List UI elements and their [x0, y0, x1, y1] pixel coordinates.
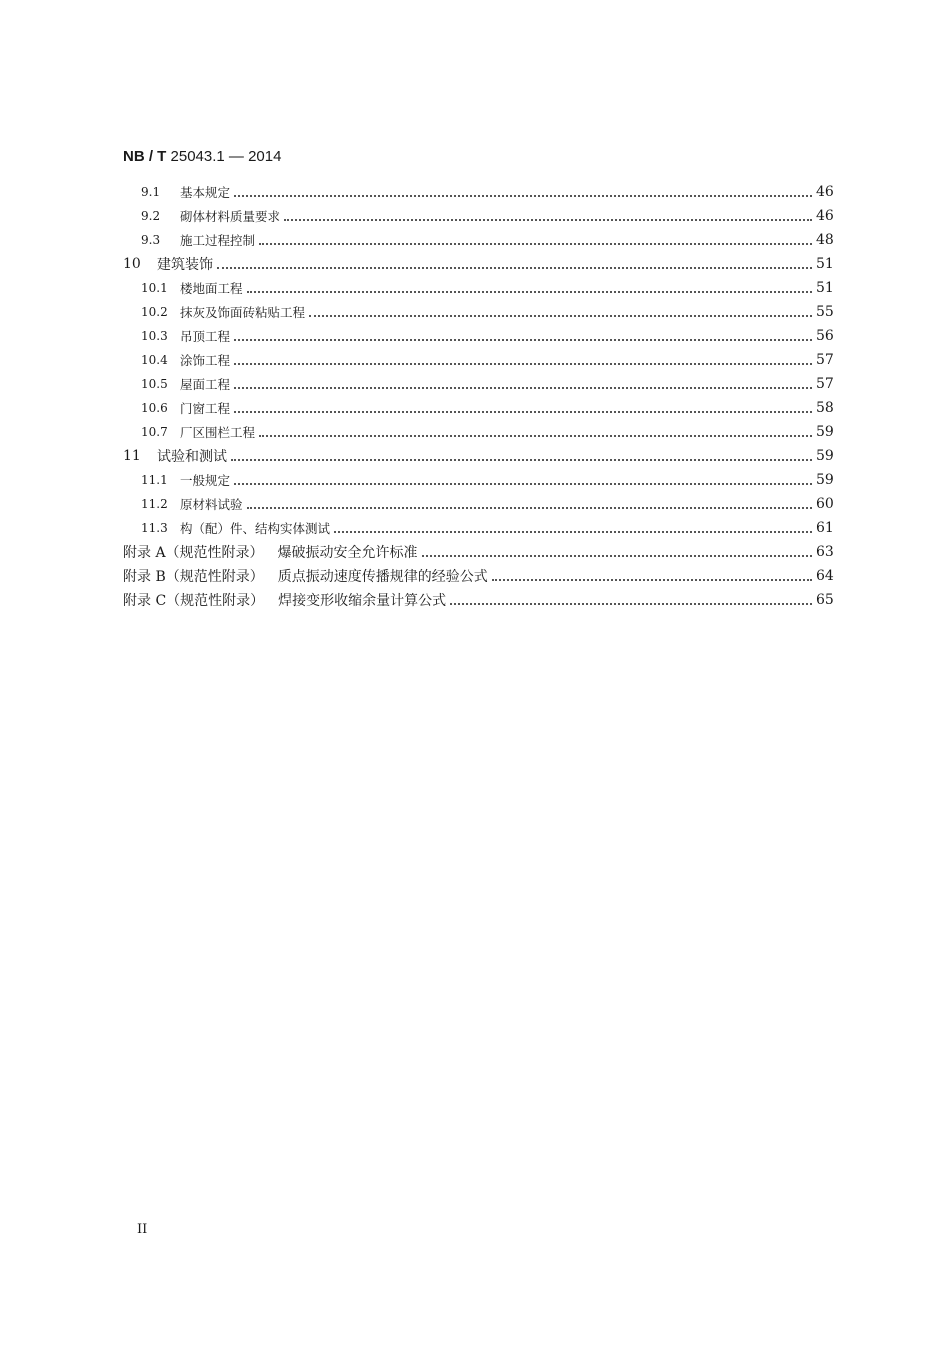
toc-chapter-page: 51	[816, 256, 834, 272]
toc-appendix[interactable]	[0, 564, 950, 588]
toc-entry-page: 46	[816, 184, 834, 200]
toc-entry-title: 抹灰及饰面砖粘贴工程	[180, 305, 306, 320]
toc-entry-number: 10.6	[141, 401, 168, 415]
appendix-title: 焊接变形收缩余量计算公式	[278, 593, 447, 609]
toc-entry[interactable]	[0, 516, 950, 540]
appendix-page: 64	[816, 568, 834, 584]
toc-entry-page: 61	[816, 520, 834, 536]
toc-appendix[interactable]	[0, 588, 950, 612]
appendix-label: 附录 C（规范性附录）	[123, 593, 265, 609]
toc-entry-number: 10.2	[141, 305, 168, 319]
page-number: II	[137, 1222, 148, 1237]
dot-leader	[259, 421, 812, 437]
toc-entry-title: 构（配）件、结构实体测试	[180, 521, 331, 536]
toc-entry-page: 55	[816, 304, 834, 320]
toc-chapter[interactable]	[0, 444, 950, 468]
toc-entry-title: 吊顶工程	[180, 329, 231, 344]
toc-entry-number: 9.2	[141, 209, 161, 223]
toc-entry[interactable]	[0, 492, 950, 516]
toc-entry[interactable]	[0, 300, 950, 324]
appendix-page: 65	[816, 592, 834, 608]
toc-entry-title: 厂区围栏工程	[180, 425, 256, 440]
toc-chapter[interactable]	[0, 252, 950, 276]
toc-entry[interactable]	[0, 468, 950, 492]
toc-entry[interactable]	[0, 228, 950, 252]
toc-entry-number: 11.1	[141, 473, 168, 487]
toc-entry[interactable]	[0, 276, 950, 300]
toc-entry-page: 57	[816, 352, 834, 368]
toc-entry-title: 砌体材料质量要求	[180, 209, 281, 224]
dot-leader	[234, 397, 812, 413]
standard-number: 25043.1 — 2014	[166, 148, 282, 165]
appendix-page: 63	[816, 544, 834, 560]
dot-leader	[450, 589, 812, 605]
dot-leader	[492, 565, 812, 581]
toc-entry-title: 施工过程控制	[180, 233, 256, 248]
toc-entry-number: 9.1	[141, 185, 161, 199]
toc-entry-page: 56	[816, 328, 834, 344]
dot-leader	[234, 373, 812, 389]
toc-entry-number: 10.3	[141, 329, 168, 343]
toc-entry-title: 涂饰工程	[180, 353, 231, 368]
standard-code-header	[123, 148, 281, 165]
dot-leader	[217, 253, 812, 269]
toc-chapter-page: 59	[816, 448, 834, 464]
dot-leader	[234, 325, 812, 341]
dot-leader	[234, 469, 812, 485]
appendix-label: 附录 A（规范性附录）	[123, 545, 264, 561]
toc-entry[interactable]	[0, 348, 950, 372]
toc-entry[interactable]	[0, 372, 950, 396]
toc-entry-page: 48	[816, 232, 834, 248]
appendix-title: 质点振动速度传播规律的经验公式	[277, 569, 488, 585]
toc-entry-page: 46	[816, 208, 834, 224]
toc-entry-page: 58	[816, 400, 834, 416]
toc-entry[interactable]	[0, 420, 950, 444]
toc-entry-title: 楼地面工程	[180, 281, 243, 296]
dot-leader	[234, 349, 812, 365]
toc-chapter-title: 建筑装饰	[157, 257, 213, 273]
dot-leader	[422, 541, 812, 557]
toc-entry-number: 10.1	[141, 281, 168, 295]
toc-entry[interactable]	[0, 324, 950, 348]
toc-chapter-title: 试验和测试	[157, 449, 227, 465]
toc-entry-number: 10.5	[141, 377, 168, 391]
toc-entry-number: 10.4	[141, 353, 168, 367]
toc-chapter-number: 10	[123, 256, 141, 272]
toc-entry-number: 10.7	[141, 425, 168, 439]
dot-leader	[334, 517, 812, 533]
toc-entry-page: 59	[816, 424, 834, 440]
toc-chapter-number: 11	[123, 448, 141, 464]
toc-entry-page: 51	[816, 280, 834, 296]
toc-entry-title: 屋面工程	[180, 377, 231, 392]
appendix-title: 爆破振动安全允许标准	[277, 545, 418, 561]
toc-entry[interactable]	[0, 204, 950, 228]
toc-entry-title: 一般规定	[180, 473, 231, 488]
toc-entry-title: 门窗工程	[180, 401, 231, 416]
dot-leader	[309, 301, 812, 317]
toc-entry-number: 11.3	[141, 521, 168, 535]
dot-leader	[247, 493, 812, 509]
dot-leader	[247, 277, 812, 293]
toc-entry[interactable]	[0, 396, 950, 420]
dot-leader	[259, 229, 812, 245]
toc-entry-title: 原材料试验	[180, 497, 243, 512]
toc-appendix[interactable]	[0, 540, 950, 564]
standard-prefix: NB / T	[123, 148, 167, 165]
toc-entry-number: 9.3	[141, 233, 161, 247]
toc-entry[interactable]	[0, 180, 950, 204]
toc-entry-page: 59	[816, 472, 834, 488]
toc-entry-title: 基本规定	[180, 185, 231, 200]
dot-leader	[284, 205, 812, 221]
appendix-label: 附录 B（规范性附录）	[123, 569, 264, 585]
dot-leader	[231, 445, 812, 461]
toc-entry-number: 11.2	[141, 497, 168, 511]
dot-leader	[234, 181, 812, 197]
toc-entry-page: 57	[816, 376, 834, 392]
toc-entry-page: 60	[816, 496, 834, 512]
